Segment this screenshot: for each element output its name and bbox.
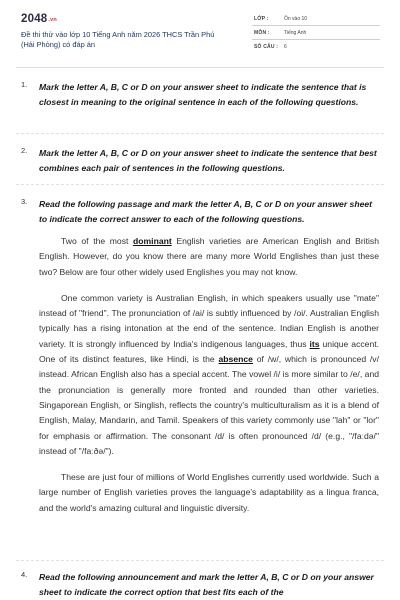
passage-paragraph-2 <box>39 291 379 459</box>
passage-text: Two of the most <box>61 236 134 246</box>
underlined-word-absence: absence <box>218 354 253 365</box>
logo-number: 2048 <box>21 13 48 25</box>
grade-value: Ôn vào 10 <box>284 16 308 22</box>
subject-label: MÔN : <box>254 30 270 36</box>
page-header <box>0 0 400 66</box>
passage-text: English varieties are American English and British English. However, do you know there are many more World Englishes than just these two? Below are four other widely used Englishes you may not know. <box>39 236 379 277</box>
document-title: Đề thi thử vào lớp 10 Tiếng Anh năm 2026 THCS Trần Phú (Hải Phòng) có đáp án <box>21 30 215 49</box>
passage-paragraph-1 <box>39 234 379 280</box>
question-number: 3. <box>21 197 28 206</box>
passage-paragraph-3: These are just four of millions of World Englishes currently used worldwide. Such a large number of English varieties proves the language's adaptability as a lingua franca, and the world's amazing cultural and linguistic diversity. <box>39 472 379 513</box>
question-instruction: Read the following announcement and mark the letter A, B, C or D on your answer sheet to indicate the correct option that best fits each of the <box>39 572 374 598</box>
question-number: 1. <box>21 80 28 89</box>
meta-subject <box>252 27 380 40</box>
header-divider <box>16 67 384 68</box>
passage-text: One common variety is Australian English, in which speakers usually use "mate" instead of "friend". The pronunciation of /ai/ is subtly influenced by /oi/. Australian English typically has a rising intonation at the end of the sentence. Indian English is another variety. It is strongly influenced by India's indigenous languages, thus <box>39 292 379 349</box>
question-number: 2. <box>21 146 28 155</box>
count-value: 6 <box>284 44 287 50</box>
subject-value: Tiếng Anh <box>284 30 307 36</box>
grade-label: LỚP : <box>254 16 269 22</box>
separator <box>16 133 384 134</box>
separator <box>16 184 384 185</box>
question-number: 4. <box>21 570 28 579</box>
count-label: SỐ CÂU : <box>254 44 279 50</box>
passage-text: unique accent. One of its distinct features, like Hindi, is the <box>39 338 379 365</box>
reading-passage <box>39 234 379 516</box>
question-instruction: Mark the letter A, B, C or D on your answer sheet to indicate the sentence that best combines each pair of sentences in the following questions. <box>39 148 377 174</box>
underlined-word-its: its <box>309 338 320 349</box>
site-logo[interactable] <box>21 13 57 25</box>
question-instruction: Mark the letter A, B, C or D on your answer sheet to indicate the sentence that is closest in meaning to the original sentence in each of the following questions. <box>39 82 367 108</box>
question-instruction: Read the following passage and mark the letter A, B, C or D on your answer sheet to indicate the correct answer to each of the following questions. <box>39 199 372 225</box>
meta-grade <box>252 13 380 26</box>
passage-text: of /w/, which is pronounced /v/ instead. African English also has a special accent. The vowel /i/ is more similar to /e/, and the pronunciation is generally more fronted and rounded than other varieties. Singaporean English, or Singlish, reflects the country's multiculturalism as it is a blend of English, Malay, Mandarin, and Tamil. Speakers of this variety commonly use "lah" or "lor" for emphasis or affirmation. The consonant /d/ is often pronounced /d/ (e.g., "/faːdə/" instead of "/faːðə/"). <box>39 354 379 456</box>
underlined-word-dominant: dominant <box>133 236 172 246</box>
separator <box>16 560 384 561</box>
logo-tld: .vn <box>48 17 57 23</box>
meta-question-count <box>252 41 380 54</box>
